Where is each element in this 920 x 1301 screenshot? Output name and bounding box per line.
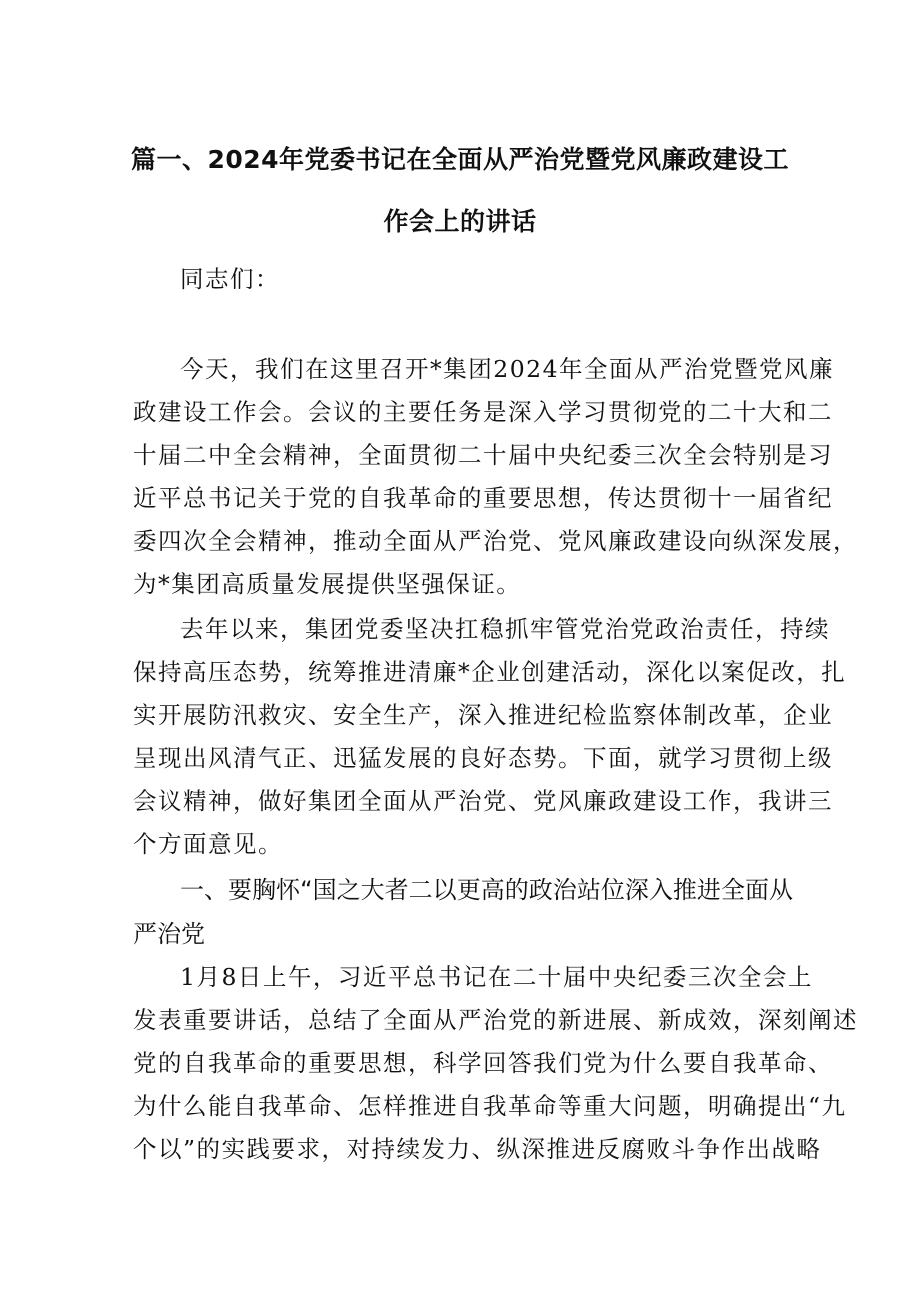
- document-title-line-2: 作会上的讲话: [383, 207, 537, 236]
- greeting: 同志们：: [180, 265, 280, 293]
- paragraph-2-line: 个方面意见。: [133, 830, 283, 858]
- paragraph-1-line: 今天，我们在这里召开*集团2024年全面从严治党暨党风廉: [180, 355, 835, 383]
- paragraph-3-line: 个以”的实践要求，对持续发力、纵深推进反腐败斗争作出战略: [133, 1135, 822, 1163]
- paragraph-2-line: 呈现出风清气正、迅猛发展的良好态势。下面，就学习贯彻上级: [133, 744, 833, 772]
- paragraph-1-line: 为*集团高质量发展提供坚强保证。: [133, 570, 522, 598]
- paragraph-3-line: 发表重要讲话，总结了全面从严治党的新进展、新成效，深刻阐述: [133, 1006, 858, 1034]
- paragraph-3-line: 党的自我革命的重要思想，科学回答我们党为什么要自我革命、: [133, 1049, 833, 1077]
- section-heading-line: 严治党: [133, 920, 205, 948]
- paragraph-2-line: 会议精神，做好集团全面从严治党、党风廉政建设工作，我讲三: [133, 787, 833, 815]
- section-heading-1: [133, 868, 793, 956]
- section-heading-line: 一、要胸怀“国之大者二以更高的政治站位深入推进全面从: [180, 876, 793, 904]
- document-title-line-1: 篇一、2024年党委书记在全面从严治党暨党风廉政建设工: [130, 145, 790, 174]
- paragraph-1-line: 委四次全会精神，推动全面从严治党、党风廉政建设向纵深发展，: [133, 527, 858, 555]
- paragraph-2-line: 实开展防汛救灾、安全生产，深入推进纪检监察体制改革，企业: [133, 701, 833, 729]
- paragraph-2-line: 去年以来，集团党委坚决扛稳抓牢管党治党政治责任，持续: [180, 615, 830, 643]
- paragraph-3-line: 1月8日上午，习近平总书记在二十届中央纪委三次全会上: [180, 963, 813, 991]
- paragraph-2-line: 保持高压态势，统筹推进清廉*企业创建活动，深化以案促改，扎: [133, 658, 847, 686]
- paragraph-1-line: 政建设工作会。会议的主要任务是深入学习贯彻党的二十大和二: [133, 398, 833, 426]
- paragraph-3-line: 为什么能自我革命、怎样推进自我革命等重大问题，明确提出“九: [133, 1092, 847, 1120]
- paragraph-1-line: 近平总书记关于党的自我革命的重要思想，传达贯彻十一届省纪: [133, 484, 833, 512]
- paragraph-3: [133, 956, 858, 1171]
- paragraph-2: [133, 608, 847, 866]
- paragraph-1-line: 十届二中全会精神，全面贯彻二十届中央纪委三次全会特别是习: [133, 441, 833, 469]
- paragraph-1: [133, 348, 858, 606]
